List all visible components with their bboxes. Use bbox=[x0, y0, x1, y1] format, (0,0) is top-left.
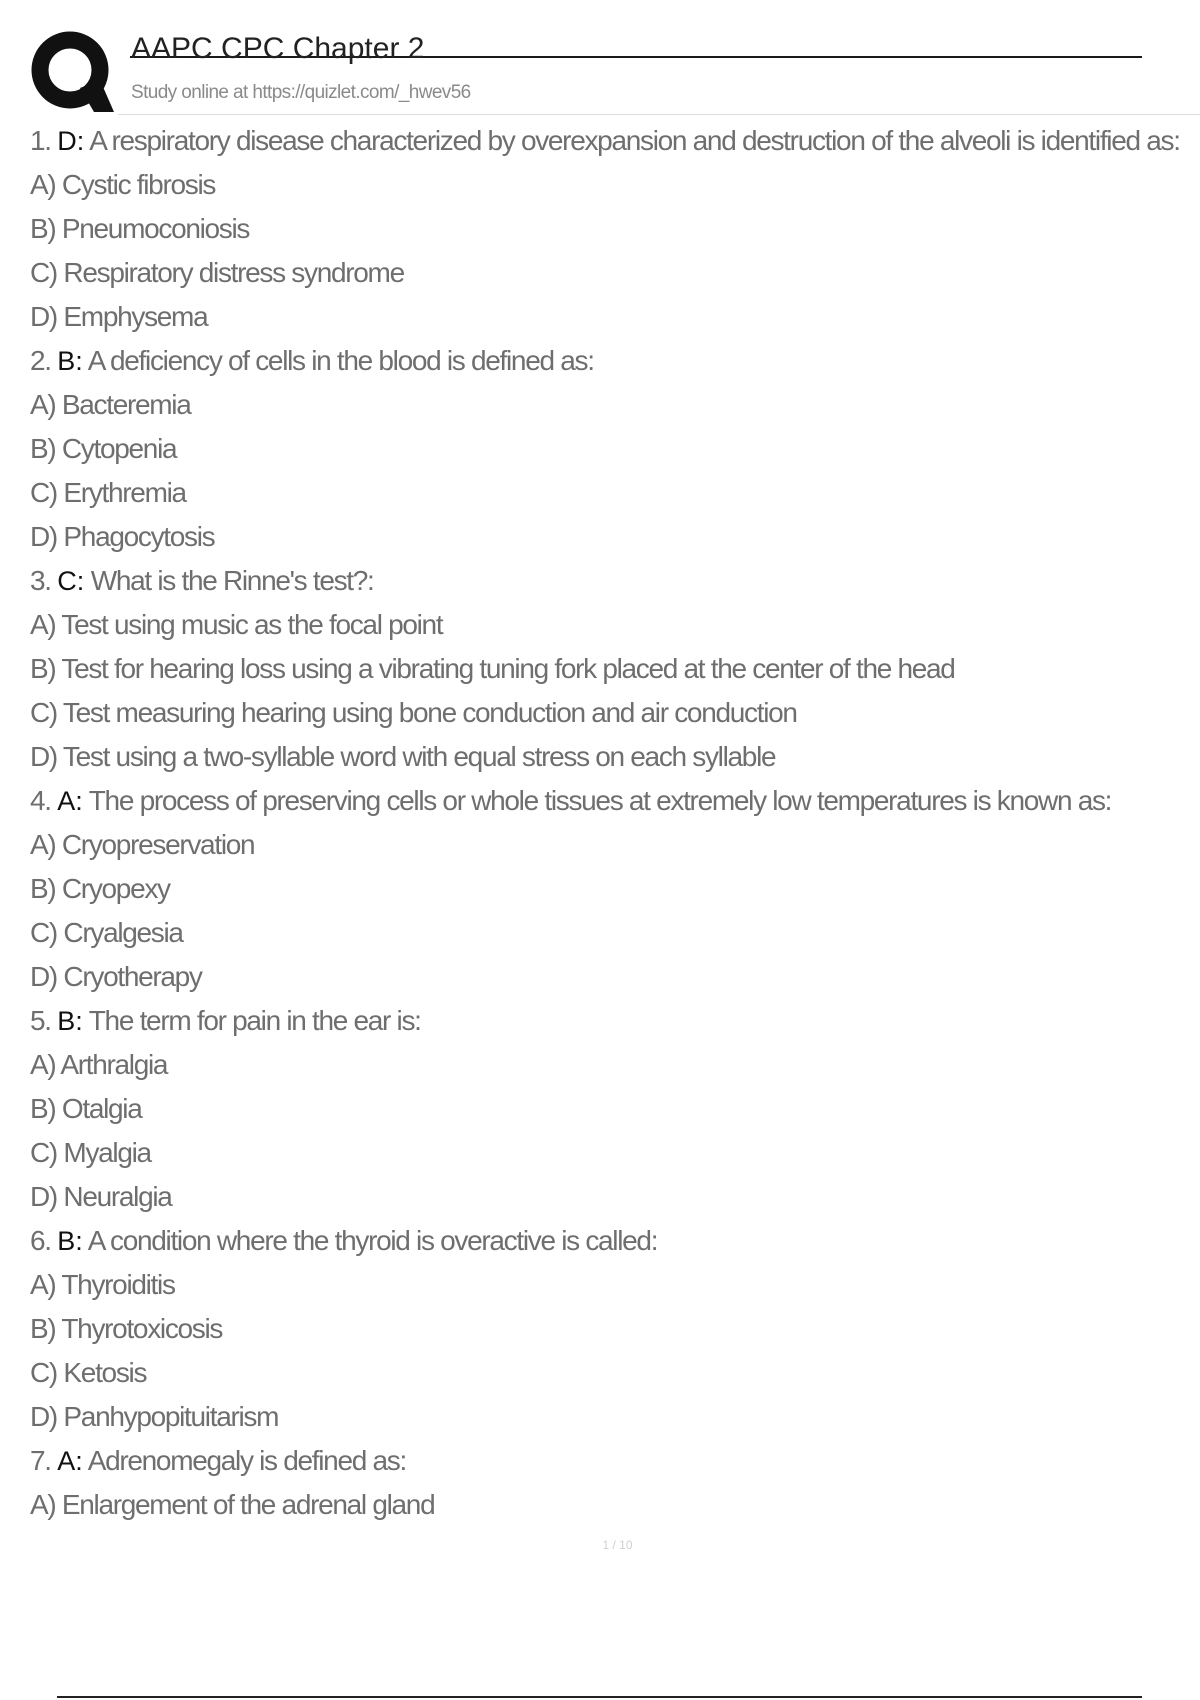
question-number: 2. bbox=[30, 345, 51, 376]
answer-letter: A: bbox=[57, 1446, 83, 1476]
answer-option: D) Cryotherapy bbox=[30, 961, 202, 992]
question-list bbox=[30, 119, 1180, 1527]
answer-option: D) Neuralgia bbox=[30, 1181, 172, 1212]
question-number: 4. bbox=[30, 785, 51, 816]
answer-letter: B: bbox=[57, 1006, 83, 1036]
quizlet-q-logo-icon bbox=[30, 30, 114, 114]
document-title: AAPC CPC Chapter 2 bbox=[131, 32, 425, 65]
bottom-divider bbox=[57, 1696, 1142, 1698]
answer-option: D) Phagocytosis bbox=[30, 521, 215, 552]
answer-option: A) Test using music as the focal point bbox=[30, 609, 443, 640]
answer-option: C) Erythremia bbox=[30, 477, 186, 508]
answer-option: B) Cryopexy bbox=[30, 873, 170, 904]
question-line bbox=[30, 999, 1180, 1043]
answer-option: A) Arthralgia bbox=[30, 1049, 168, 1080]
question-line bbox=[30, 779, 1180, 823]
answer-letter: D: bbox=[57, 126, 85, 156]
header-divider bbox=[118, 114, 1200, 115]
answer-option: B) Otalgia bbox=[30, 1093, 142, 1124]
question-text: A condition where the thyroid is overactive is called: bbox=[87, 1225, 658, 1256]
answer-option: A) Cystic fibrosis bbox=[30, 169, 216, 200]
question-line bbox=[30, 339, 1180, 383]
answer-option: B) Test for hearing loss using a vibrating tuning fork placed at the center of the head bbox=[30, 653, 955, 684]
answer-option: A) Bacteremia bbox=[30, 389, 191, 420]
answer-letter: A: bbox=[57, 786, 83, 816]
answer-option: A) Cryopreservation bbox=[30, 829, 255, 860]
question-number: 1. bbox=[30, 125, 51, 156]
answer-option: B) Cytopenia bbox=[30, 433, 177, 464]
answer-option: B) Thyrotoxicosis bbox=[30, 1313, 223, 1344]
answer-option: C) Respiratory distress syndrome bbox=[30, 257, 404, 288]
question-text: The term for pain in the ear is: bbox=[88, 1005, 421, 1036]
answer-option: C) Cryalgesia bbox=[30, 917, 183, 948]
question-text: What is the Rinne's test?: bbox=[90, 565, 374, 596]
answer-option: A) Thyroiditis bbox=[30, 1269, 175, 1300]
question-text: A deficiency of cells in the blood is defined as: bbox=[87, 345, 594, 376]
answer-option: A) Enlargement of the adrenal gland bbox=[30, 1489, 435, 1520]
answer-letter: B: bbox=[57, 346, 83, 376]
answer-option: C) Myalgia bbox=[30, 1137, 151, 1168]
question-text: The process of preserving cells or whole tissues at extremely low temperatures is known as: bbox=[88, 785, 1112, 816]
answer-option: C) Ketosis bbox=[30, 1357, 147, 1388]
answer-letter: B: bbox=[57, 1226, 83, 1256]
question-line bbox=[30, 119, 1180, 163]
answer-option: D) Test using a two-syllable word with equal stress on each syllable bbox=[30, 741, 776, 772]
question-text: A respiratory disease characterized by overexpansion and destruction of the alveoli is identified as: bbox=[89, 125, 1180, 156]
question-line bbox=[30, 1219, 1180, 1263]
question-number: 7. bbox=[30, 1445, 51, 1476]
page-number: 1 / 10 bbox=[602, 1538, 633, 1552]
question-line bbox=[30, 559, 1180, 603]
question-text: Adrenomegaly is defined as: bbox=[87, 1445, 406, 1476]
answer-letter: C: bbox=[57, 566, 85, 596]
answer-option: D) Emphysema bbox=[30, 301, 208, 332]
question-number: 3. bbox=[30, 565, 51, 596]
question-number: 6. bbox=[30, 1225, 51, 1256]
question-number: 5. bbox=[30, 1005, 51, 1036]
answer-option: C) Test measuring hearing using bone conduction and air conduction bbox=[30, 697, 797, 728]
answer-option: D) Panhypopituitarism bbox=[30, 1401, 279, 1432]
study-online-link[interactable]: Study online at https://quizlet.com/_hwev56 bbox=[131, 82, 471, 103]
answer-option: B) Pneumoconiosis bbox=[30, 213, 250, 244]
question-line bbox=[30, 1439, 1180, 1483]
